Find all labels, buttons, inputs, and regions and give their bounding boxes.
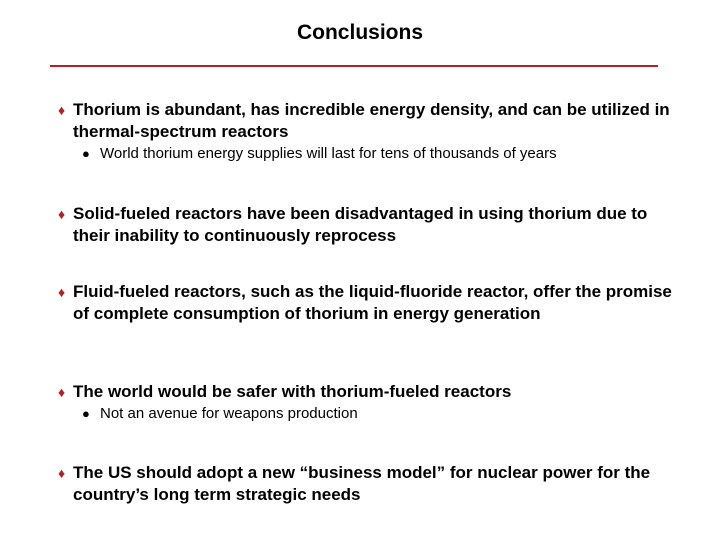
bullet-item [58,99,678,165]
bullet-item [58,203,678,247]
bullet-text: The US should adopt a new “business model” for nuclear power for the country’s long term strategic needs [73,463,651,504]
bullet-main [58,462,678,506]
bullet-text: Solid-fueled reactors have been disadvantaged in using thorium due to their inability to continuously reprocess [73,204,648,245]
bullet-main [58,203,678,247]
diamond-icon: ♦ [58,102,66,118]
dot-icon: ● [82,406,90,421]
bullet-main [58,281,678,325]
diamond-icon: ♦ [58,206,66,222]
diamond-icon: ♦ [58,384,66,400]
bullet-text: The world would be safer with thorium-fueled reactors [73,382,512,401]
sub-bullet [82,403,678,425]
sub-bullet-text: World thorium energy supplies will last for tens of thousands of years [100,145,557,162]
diamond-icon: ♦ [58,284,66,300]
diamond-icon: ♦ [58,465,66,481]
bullet-item [58,281,678,325]
title-divider [50,65,658,67]
bullet-main [58,381,678,403]
bullet-main [58,99,678,143]
slide-title: Conclusions [296,21,423,44]
bullet-text: Fluid-fueled reactors, such as the liquid-fluoride reactor, offer the promise of complete consumption of thorium in energy generation [73,282,672,323]
bullet-item [58,462,678,506]
dot-icon: ● [82,146,90,161]
sub-bullet [82,143,678,165]
sub-bullet-text: Not an avenue for weapons production [100,405,358,422]
bullet-text: Thorium is abundant, has incredible energy density, and can be utilized in thermal-spectrum reactors [73,100,670,141]
bullet-item [58,381,678,425]
